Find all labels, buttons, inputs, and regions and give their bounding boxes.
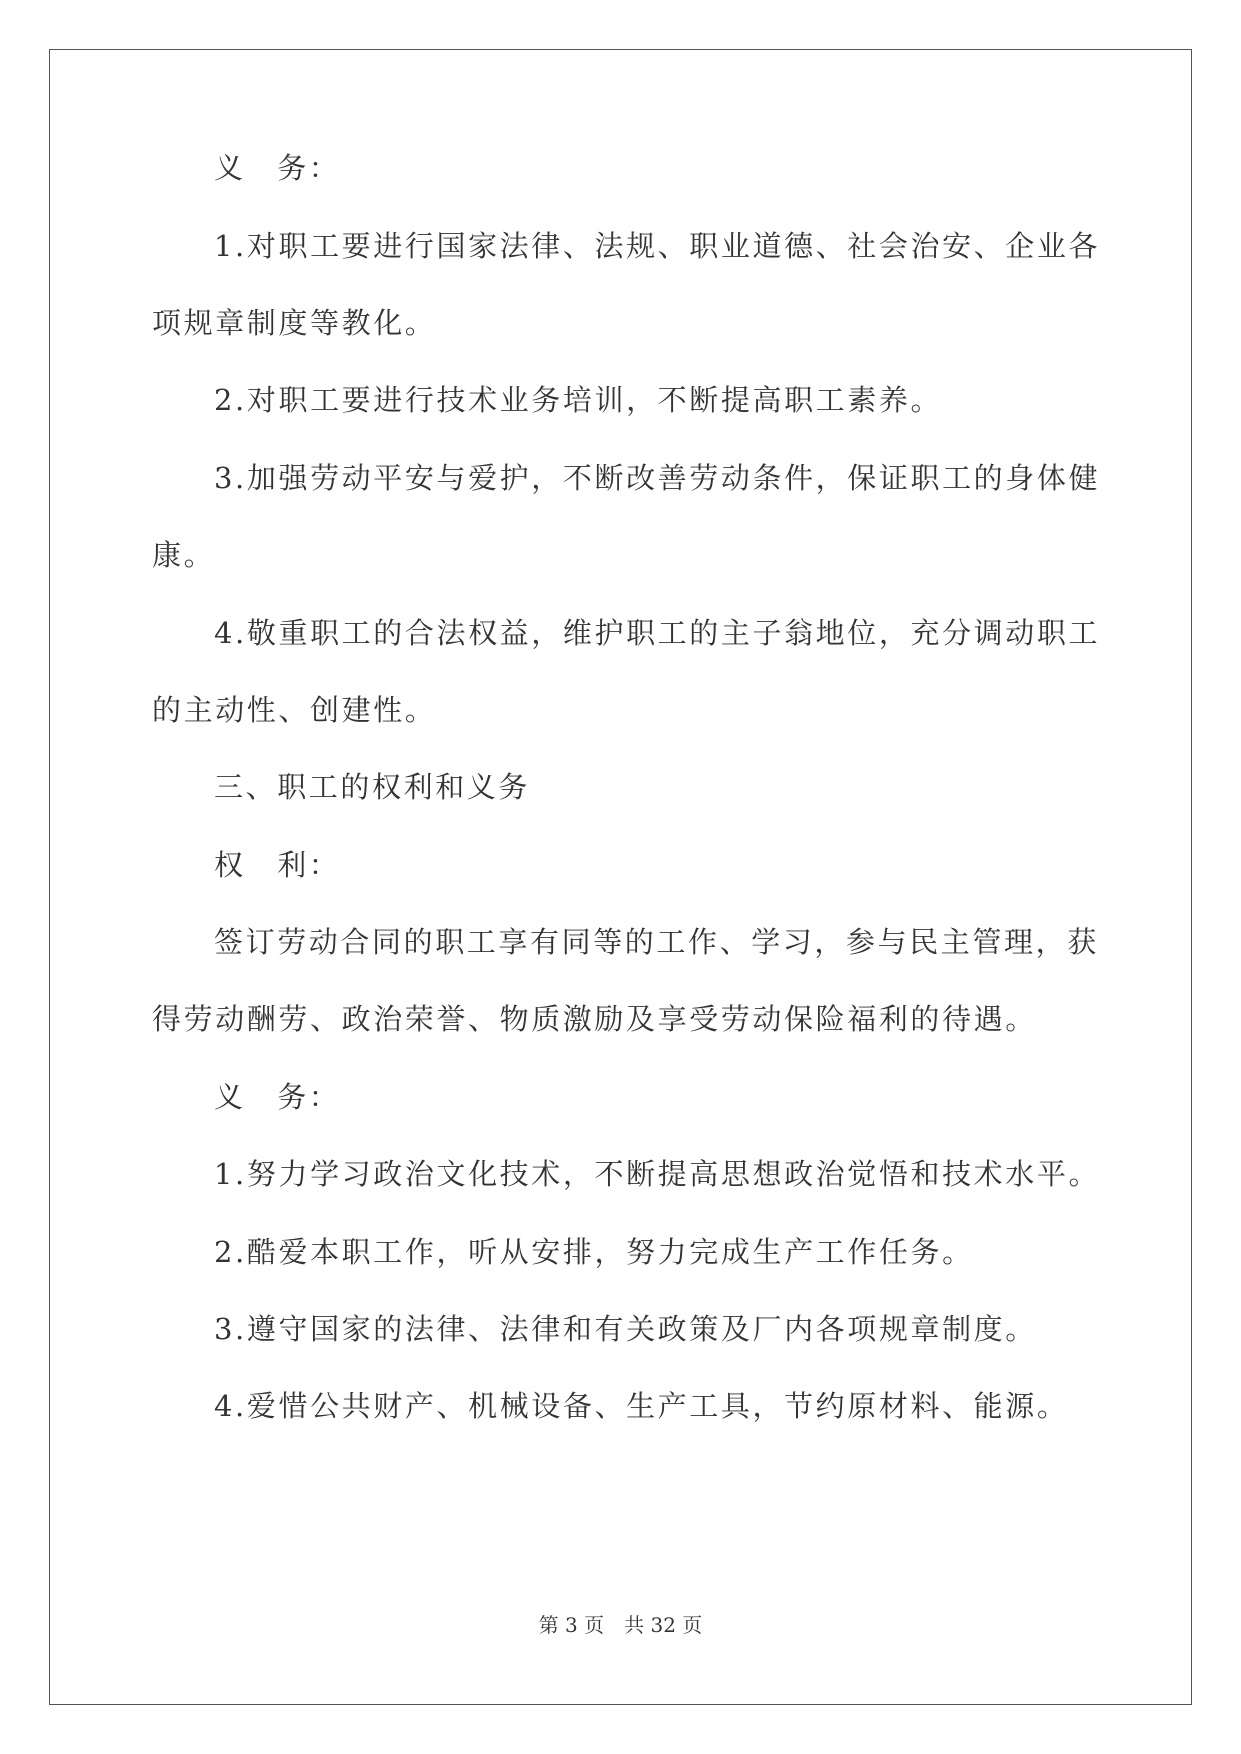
paragraph-line: 义 务：	[214, 1080, 341, 1114]
paragraph-line: 3.加强劳动平安与爱护，不断改善劳动条件，保证职工的身体健	[214, 461, 1101, 495]
paragraph-line: 1.对职工要进行国家法律、法规、职业道德、社会治安、企业各	[214, 229, 1101, 263]
paragraph-line: 义 务：	[214, 151, 341, 185]
paragraph-line: 康。	[152, 538, 216, 572]
paragraph-line: 2.酷爱本职工作，听从安排，努力完成生产工作任务。	[214, 1235, 974, 1269]
paragraph-line: 2.对职工要进行技术业务培训，不断提高职工素养。	[214, 383, 943, 417]
paragraph-line: 签订劳动合同的职工享有同等的工作、学习，参与民主管理，获	[214, 925, 1099, 959]
paragraph-line: 4.爱惜公共财产、机械设备、生产工具，节约原材料、能源。	[214, 1389, 1069, 1423]
paragraph-line: 4.敬重职工的合法权益，维护职工的主子翁地位，充分调动职工	[214, 616, 1101, 650]
paragraph-line: 1.努力学习政治文化技术，不断提高思想政治觉悟和技术水平。	[214, 1157, 1101, 1191]
page-footer	[0, 1609, 1241, 1638]
paragraph-line: 权 利：	[214, 848, 341, 882]
paragraph-line: 3.遵守国家的法律、法律和有关政策及厂内各项规章制度。	[214, 1312, 1037, 1346]
page-number: 第 3 页 共 32 页	[538, 1613, 703, 1637]
paragraph-line: 项规章制度等教化。	[152, 306, 437, 340]
section-heading: 三、职工的权利和义务	[214, 770, 531, 804]
paragraph-line: 的主动性、创建性。	[152, 693, 437, 727]
paragraph-line: 得劳动酬劳、政治荣誉、物质激励及享受劳动保险福利的待遇。	[152, 1002, 1037, 1036]
